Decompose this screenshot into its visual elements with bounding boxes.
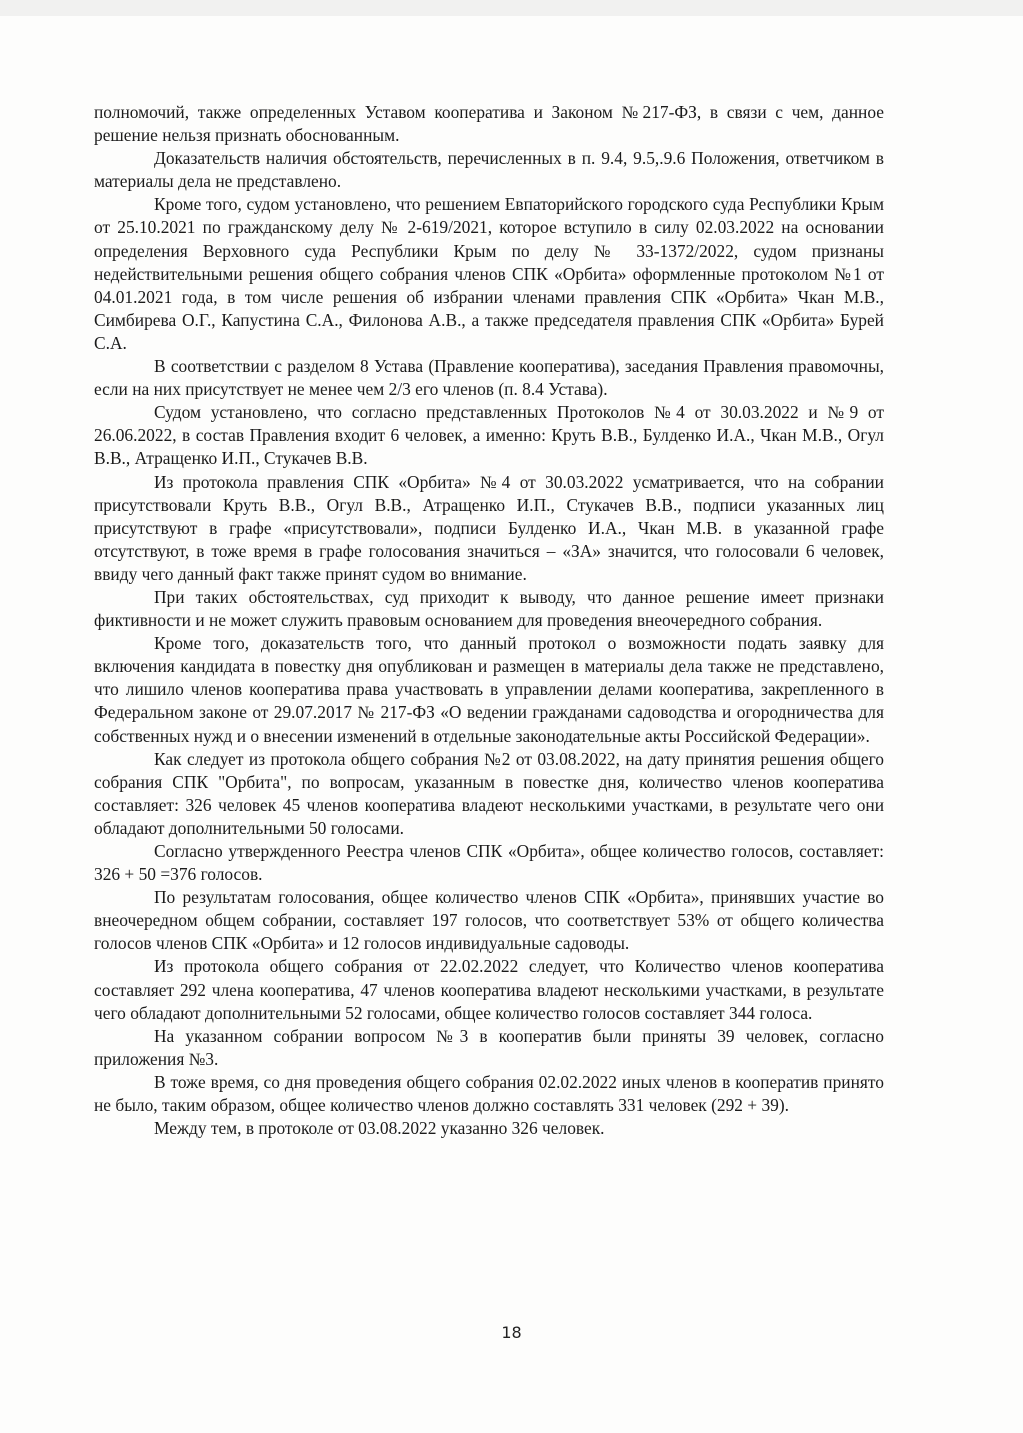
document-body	[94, 101, 884, 1140]
paragraph: Как следует из протокола общего собрания №2 от 03.08.2022, на дату принятия решения общего собрания СПК "Орбита", по вопросам, указанным в повестке дня, количество членов кооператива составляет: 326 человек 45 членов кооператива владеют несколькими участками, в результате чего они обладают дополнительными 50 голосами.	[94, 748, 884, 838]
paragraph: Кроме того, судом установлено, что решением Евпаторийского городского суда Республики Крым от 25.10.2021 по гражданскому делу № 2-619/2021, которое вступило в силу 02.03.2022 на основании определения Верховного суда Республики Крым по делу № 33-1372/2022, судом признаны недействительными решения общего собрания членов СПК «Орбита» оформленные протоколом №1 от 04.01.2021 года, в том числе решения об избрании членами правления СПК «Орбита» Чкан М.В., Симбирева О.Г., Капустина С.А., Филонова А.В., а также председателя правления СПК «Орбита» Бурей С.А.	[94, 194, 884, 353]
paragraph: полномочий, также определенных Уставом кооператива и Законом №217-ФЗ, в связи с чем, данное решение нельзя признать обоснованным.	[94, 102, 884, 146]
paragraph: При таких обстоятельствах, суд приходит к выводу, что данное решение имеет признаки фиктивности и не может служить правовым основанием для проведения внеочередного собрания.	[94, 586, 884, 631]
paragraph: В соответствии с разделом 8 Устава (Правление кооператива), заседания Правления правомочны, если на них присутствует не менее чем 2/3 его членов (п. 8.4 Устава).	[94, 356, 884, 400]
page-number: 18	[501, 1323, 522, 1342]
paragraph: В тоже время, со дня проведения общего собрания 02.02.2022 иных членов в кооператив принято не было, таким образом, общее количество членов должно составлять 331 человек (292 + 39).	[94, 1071, 884, 1116]
scan-top-edge	[0, 0, 1023, 16]
paragraph: На указанном собрании вопросом №3 в кооператив были приняты 39 человек, согласно приложения №3.	[94, 1025, 884, 1069]
paragraph: Судом установлено, что согласно представленных Протоколов №4 от 30.03.2022 и №9 от 26.06.2022, в состав Правления входит 6 человек, а именно: Круть В.В., Булденко И.А., Чкан М.В., Огул В.В., Атращенко И.П., Стукачев В.В.	[94, 402, 884, 469]
paragraph: Доказательств наличия обстоятельств, перечисленных в п. 9.4, 9.5,.9.6 Положения, ответчиком в материалы дела не представлено.	[94, 148, 884, 192]
paragraph: Из протокола общего собрания от 22.02.2022 следует, что Количество членов кооператива составляет 292 члена кооператива, 47 членов кооператива владеют несколькими участками, в результате чего обладают дополнительными 52 голосами, общее количество голосов составляет 344 голоса.	[94, 956, 884, 1023]
paragraph: Согласно утвержденного Реестра членов СПК «Орбита», общее количество голосов, составляет: 326 + 50 =376 голосов.	[94, 841, 884, 885]
paragraph: Кроме того, доказательств того, что данный протокол о возможности подать заявку для включения кандидата в повестку дня опубликован и размещен в материалы дела также не представлено, что лишило членов кооператива права участвовать в управлении делами кооператива, закрепленного в Федеральном законе от 29.07.2017 № 217-ФЗ «О ведении гражданами садоводства и огородничества для собственных нужд и о внесении изменений в отдельные законодательные акты Российской Федерации».	[94, 633, 884, 746]
paragraph: По результатам голосования, общее количество членов СПК «Орбита», принявших участие во внеочередном общем собрании, составляет 197 голосов, что соответствует 53% от общего количества голосов членов СПК «Орбита» и 12 голосов индивидуальные садоводы.	[94, 887, 884, 954]
paragraph: Из протокола правления СПК «Орбита» №4 от 30.03.2022 усматривается, что на собрании присутствовали Круть В.В., Огул В.В., Атращенко И.П., Стукачев В.В., подписи указанных лиц присутствуют в графе «присутствовали», подписи Булденко И.А., Чкан М.В. в указанной графе отсутствуют, в тоже время в графе голосования значиться – «ЗА» значится, что голосовали 6 человек, ввиду чего данный факт также принят судом во внимание.	[94, 471, 884, 584]
paragraph: Между тем, в протоколе от 03.08.2022 указанно 326 человек.	[154, 1118, 605, 1139]
